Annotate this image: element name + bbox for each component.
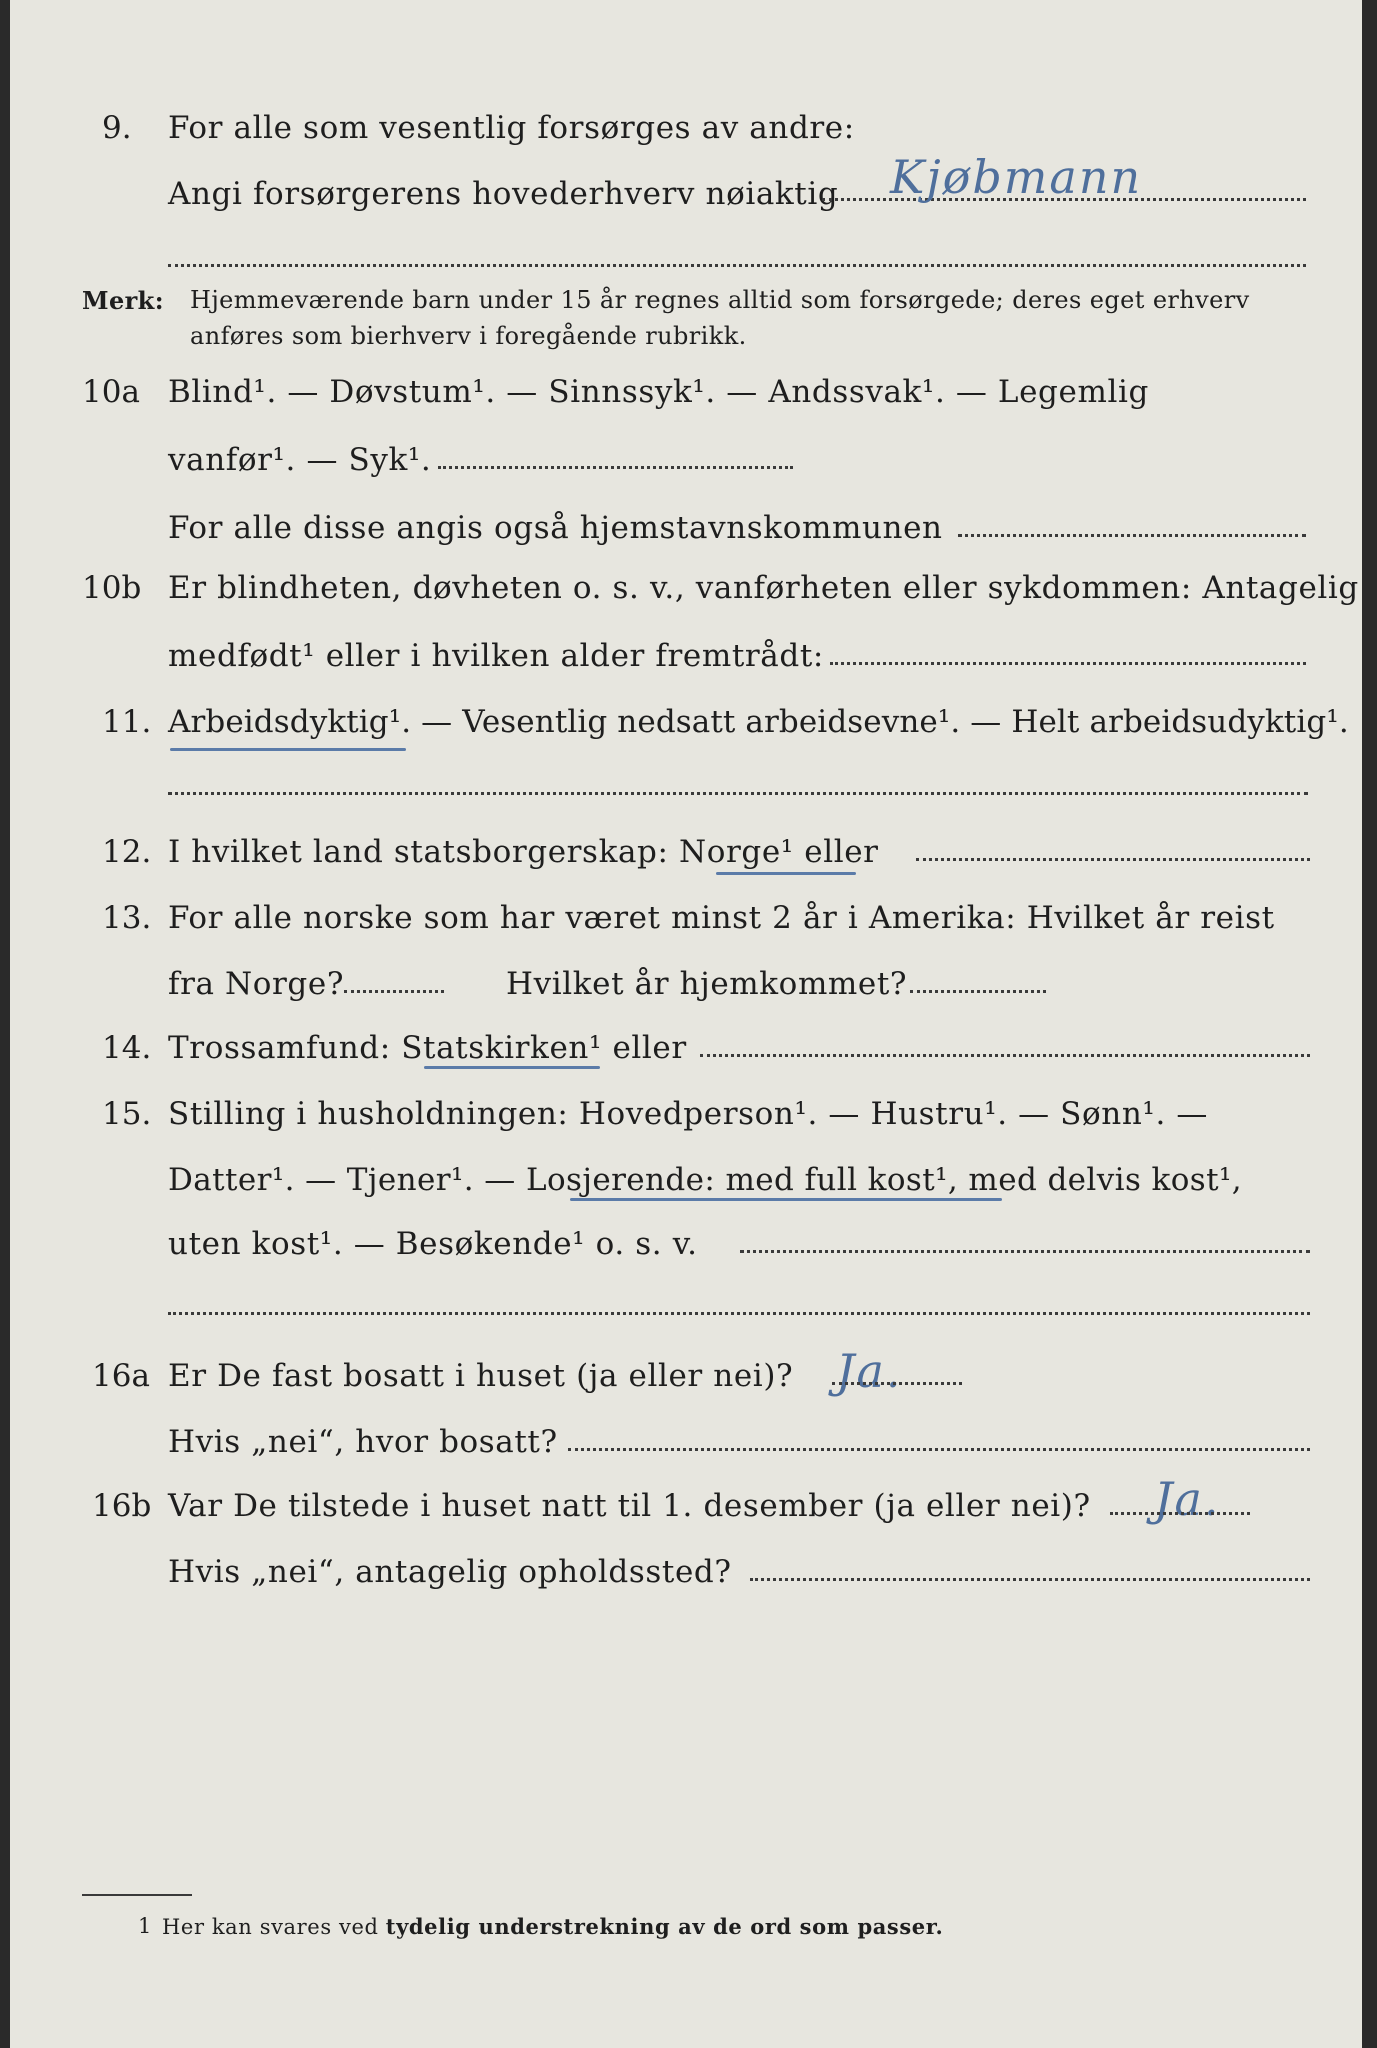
merk-label: Merk: (82, 286, 164, 315)
answer-line (750, 1578, 1310, 1581)
answer-line (168, 264, 1306, 267)
answer-line (910, 990, 1046, 993)
q10a-line2: vanfør¹. — Syk¹. (168, 442, 432, 478)
q14-line1: Trossamfund: Statskirken¹ eller (168, 1030, 687, 1066)
answer-line (1110, 1512, 1250, 1515)
answer-line (830, 662, 1306, 665)
q9-line2: Angi forsørgerens hovederhverv nøiaktig (168, 176, 839, 212)
answer-line (740, 1250, 1310, 1253)
q16a-line2: Hvis „nei“, hvor bosatt? (168, 1424, 558, 1460)
q12-line1: I hvilket land statsborgerskap: Norge¹ eller (168, 834, 879, 870)
q9-line1: For alle som vesentlig forsørges av andre: (168, 110, 855, 146)
item-number-11: 11. (102, 704, 152, 740)
q15-line3: uten kost¹. — Besøkende¹ o. s. v. (168, 1226, 698, 1262)
q13-line2a: fra Norge? (168, 966, 345, 1002)
q13-line1: For alle norske som har været minst 2 år i Amerika: Hvilket år reist (168, 900, 1275, 936)
handwritten-underline (424, 1066, 600, 1069)
footnote-text (162, 1914, 943, 1939)
handwritten-occupation: Kjøbmann (890, 150, 1143, 204)
footnote-text-plain: Her kan svares ved (162, 1915, 379, 1939)
handwritten-answer-16b: Ja. (1154, 1472, 1221, 1526)
census-form-page (10, 0, 1362, 2048)
answer-line (438, 466, 793, 469)
footnote-mark: 1 (138, 1914, 152, 1938)
handwritten-underline (170, 748, 406, 751)
item-number-9: 9. (102, 110, 132, 146)
q10a-line1: Blind¹. — Døvstum¹. — Sinnssyk¹. — Andssvak¹. — Legemlig (168, 374, 1149, 410)
q15-line1: Stilling i husholdningen: Hovedperson¹. — Hustru¹. — Sønn¹. — (168, 1096, 1208, 1132)
item-number-13: 13. (102, 900, 152, 936)
q16b-line2: Hvis „nei“, antagelig opholdssted? (168, 1554, 732, 1590)
item-number-16b: 16b (92, 1488, 152, 1524)
answer-line (344, 990, 444, 993)
answer-line (958, 534, 1306, 537)
answer-line (168, 1312, 1310, 1315)
q15-line2: Datter¹. — Tjener¹. — Losjerende: med full kost¹, med delvis kost¹, (168, 1162, 1243, 1198)
footnote-text-bold: tydelig understrekning av de ord som passer. (385, 1914, 944, 1939)
item-number-14: 14. (102, 1030, 152, 1066)
answer-line (700, 1054, 1310, 1057)
answer-line (832, 1382, 962, 1385)
item-number-10a: 10a (82, 374, 140, 410)
item-number-12: 12. (102, 834, 152, 870)
q10b-line2: medfødt¹ eller i hvilken alder fremtrådt: (168, 638, 824, 674)
q10b-line1: Er blindheten, døvheten o. s. v., vanførheten eller sykdommen: Antagelig (168, 570, 1359, 606)
q11-line1: Arbeidsdyktig¹. — Vesentlig nedsatt arbeidsevne¹. — Helt arbeidsudyktig¹. (168, 704, 1349, 740)
q16a-line1: Er De fast bosatt i huset (ja eller nei)? (168, 1358, 794, 1394)
answer-line (568, 1448, 1310, 1451)
q13-line2b: Hvilket år hjemkommet? (506, 966, 908, 1002)
item-number-10b: 10b (82, 570, 142, 606)
answer-line (168, 792, 1308, 795)
footnote-rule (82, 1894, 192, 1896)
merk-line2: anføres som bierhverv i foregående rubrikk. (190, 322, 747, 350)
handwritten-answer-16a: Ja. (836, 1344, 903, 1398)
handwritten-underline (716, 872, 856, 875)
handwritten-underline (570, 1198, 1002, 1201)
merk-line1: Hjemmeværende barn under 15 år regnes alltid som forsørgede; deres eget erhverv (190, 286, 1250, 314)
q10a-line3: For alle disse angis også hjemstavnskommunen (168, 510, 943, 546)
q16b-line1: Var De tilstede i huset natt til 1. desember (ja eller nei)? (168, 1488, 1091, 1524)
item-number-16a: 16a (92, 1358, 150, 1394)
answer-line (916, 858, 1310, 861)
item-number-15: 15. (102, 1096, 152, 1132)
